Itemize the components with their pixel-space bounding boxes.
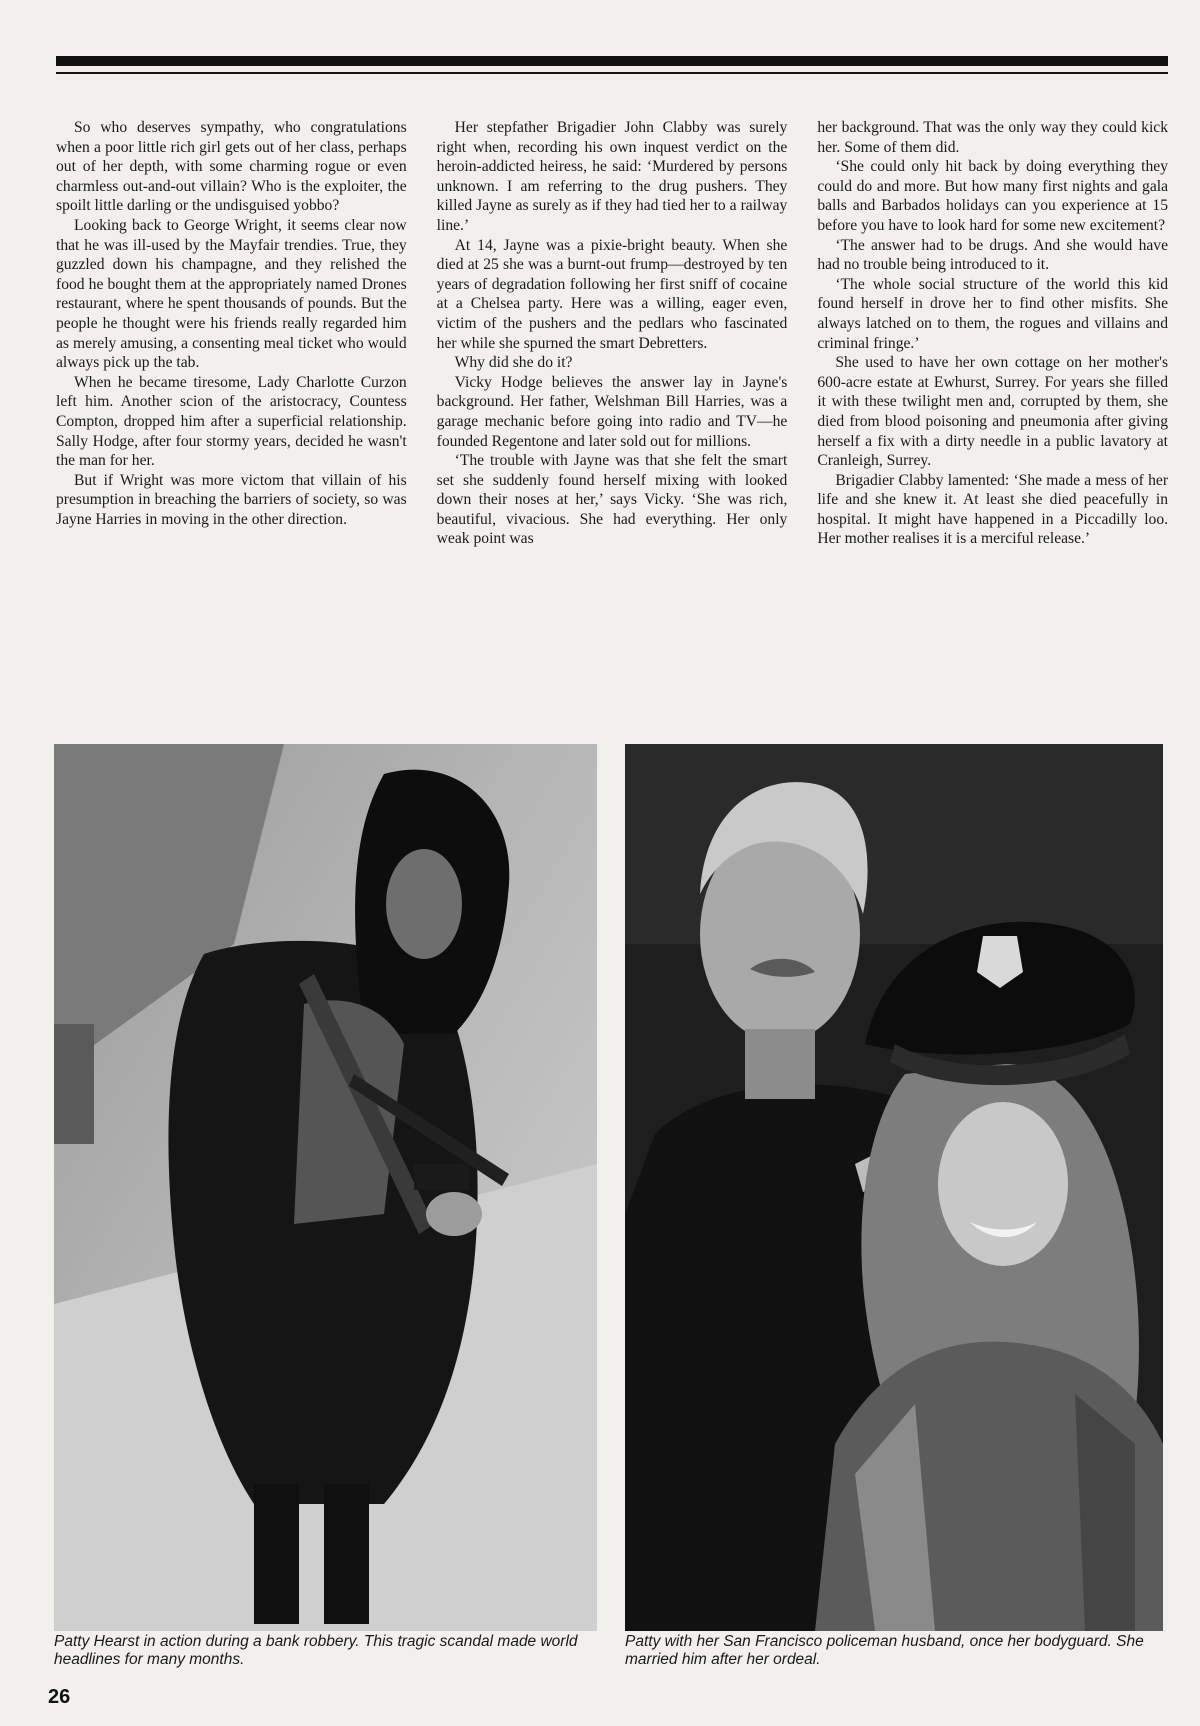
- paragraph: ‘The trouble with Jayne was that she felt the smart set she suddenly found herself mixing with looked down their noses at her,’ says Vicky. ‘She was rich, beautiful, vivacious. She had everything. Her only weak point was: [436, 452, 788, 548]
- caption-bank-robbery: Patty Hearst in action during a bank robbery. This tragic scandal made world headlines for many months.: [54, 1633, 578, 1668]
- caption-policeman-couple: Patty with her San Francisco policeman husband, once her bodyguard. She married him after her ordeal.: [625, 1633, 1144, 1668]
- paragraph: But if Wright was more victom that villain of his presumption in breaching the barriers of society, so was Jayne Harries in moving in the other direction.: [56, 471, 407, 528]
- paragraph: She used to have her own cottage on her mother's 600-acre estate at Ewhurst, Surrey. For years she filled it with these twilight men and, corrupted by them, she died from blood poisoning and pneumonia after giving herself a fix with a dirty needle in a public lavatory at Cranleigh, Surrey.: [817, 354, 1169, 470]
- photo-bank-robbery: [54, 744, 597, 1631]
- paragraph: Looking back to George Wright, it seems clear now that he was ill-used by the Mayfair trendies. True, they guzzled down his champagne, and they relished the food he bought them at the appropriately named Drones restaurant, where he spent thousands of pounds. But the people he thought were his friends really regarded him as merely amusing, a consenting meal ticket who would always pick up the tab.: [56, 216, 407, 372]
- paragraph: So who deserves sympathy, who congratulations when a poor little rich girl gets out of her class, perhaps out of her depth, with some charming rogue or even charmless out-and-out villain? Who is the exploiter, the spoilt little darling or the undisguised yobbo?: [56, 119, 407, 215]
- paragraph: Her stepfather Brigadier John Clabby was surely right when, recording his own inquest verdict on the heroin-addicted heiress, he said: ‘Murdered by persons unknown. I am referring to the drug pushers. They killed Jayne as surely as if they had tied her to a railway line.’: [436, 119, 788, 234]
- paragraph: Vicky Hodge believes the answer lay in Jayne's background. Her father, Welshman Bill Harries, was a garage mechanic before going into radio and TV—he founded Regentone and later sold out for millions.: [436, 373, 788, 450]
- header-rule-thin: [56, 72, 1168, 74]
- article-column-1: [56, 118, 407, 658]
- paragraph: ‘She could only hit back by doing everything they could do and more. But how many first nights and gala balls and Barbados holidays can you experience at 15 before you have to look hard for some new excitement?: [817, 158, 1169, 234]
- article-column-2: [437, 118, 788, 658]
- article-body: [56, 118, 1168, 658]
- header-rule: [56, 56, 1168, 66]
- paragraph: Why did she do it?: [454, 354, 573, 372]
- paragraph: ‘The whole social structure of the world this kid found herself in drove her to find other misfits. She always latched on to them, the rogues and villains and criminal fringe.’: [817, 275, 1169, 352]
- paragraph: At 14, Jayne was a pixie-bright beauty. When she died at 25 she was a burnt-out frump—destroyed by ten years of degradation following her first sniff of cocaine at a Chelsea party. Here was a willing, eager even, victim of the pushers and the pedlars who fascinated her while she spurned the smart Debretters.: [436, 236, 788, 352]
- article-column-3: [817, 118, 1168, 658]
- paragraph: her background. That was the only way they could kick her. Some of them did.: [817, 119, 1169, 156]
- paragraph: When he became tiresome, Lady Charlotte Curzon left him. Another scion of the aristocracy, Countess Compton, dropped him after a superficial relationship. Sally Hodge, after four stormy years, decided he wasn't the man for her.: [56, 373, 407, 470]
- photo-policeman-couple: [625, 744, 1163, 1631]
- paragraph: ‘The answer had to be drugs. And she would have had no trouble being introduced to it.: [817, 236, 1169, 274]
- photo-policeman-couple-image: [625, 744, 1163, 1631]
- page-number: 26: [48, 1686, 71, 1708]
- paragraph: Brigadier Clabby lamented: ‘She made a mess of her life and she knew it. At least she died peacefully in hospital. It might have happened in a Piccadilly loo. Her mother realises it is a merciful release.’: [817, 471, 1169, 548]
- photo-bank-robbery-image: [54, 744, 597, 1631]
